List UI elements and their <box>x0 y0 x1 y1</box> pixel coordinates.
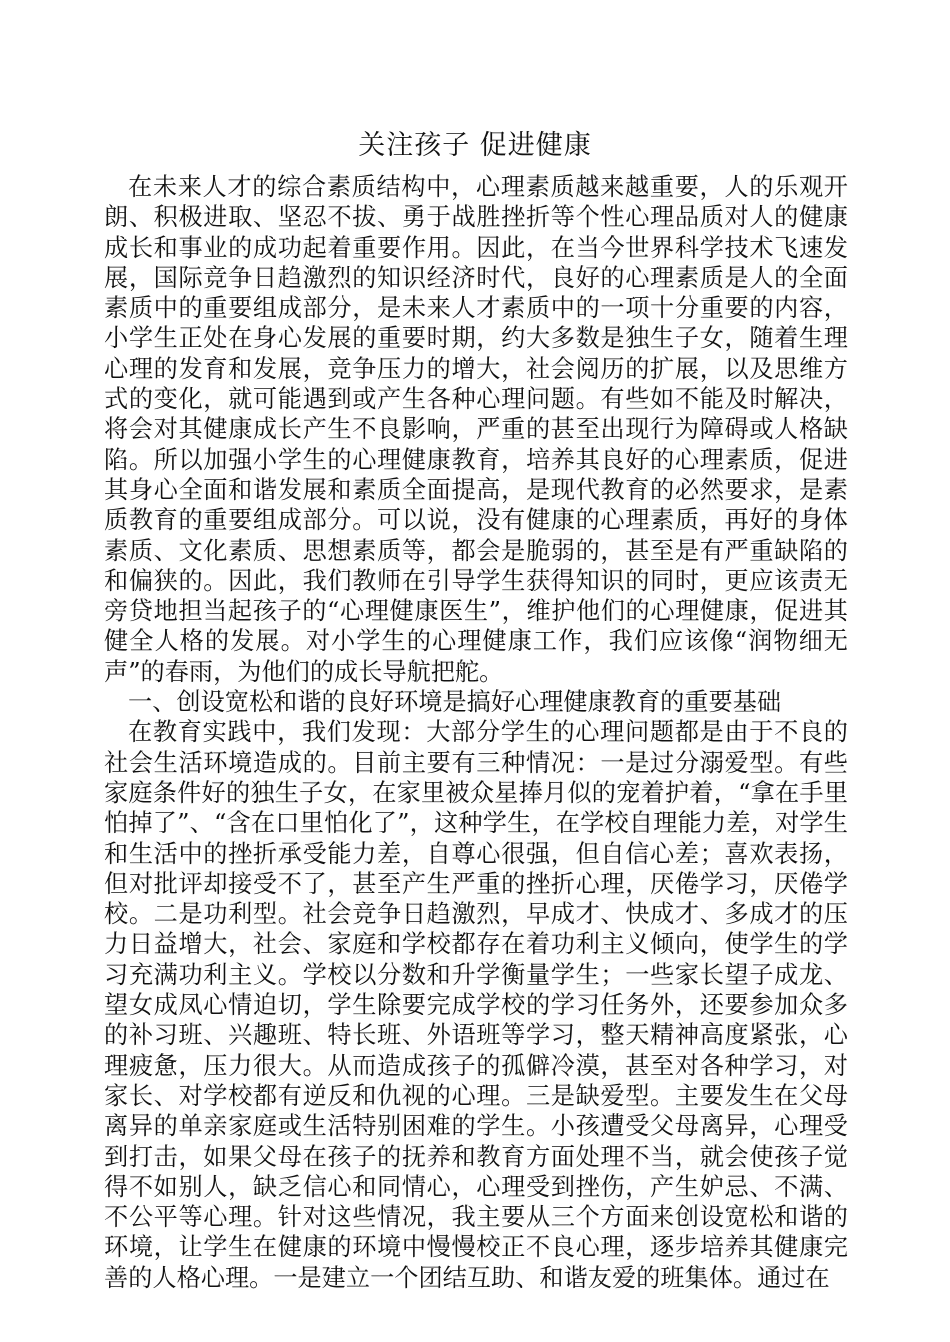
document-title: 关注孩子 促进健康 <box>358 130 592 161</box>
section-heading-1: 一、创设宽松和谐的良好环境是搞好心理健康教育的重要基础 <box>128 688 782 717</box>
paragraph-section-1: 在教育实践中，我们发现：大部分学生的心理问题都是由于不良的社会生活环境造成的。目前主要有三种情况：一是过分溺爱型。有些家庭条件好的独生子女，在家里被众星捧月似的宠着护着，“拿在手里怕掉了”、“含在口里怕化了”，这种学生，在学校自理能力差，对学生和生活中的挫折承受能力差，自尊心很强，但自信心差；喜欢表扬，但对批评却接受不了，甚至产生严重的挫折心理，厌倦学习，厌倦学校。二是功利型。社会竞争日趋激烈，早成才、快成才、多成才的压力日益增大，社会、家庭和学校都存在着功利主义倾向，使学生的学习充满功利主义。学校以分数和升学衡量学生；一些家长望子成龙、望女成凤心情迫切，学生除要完成学校的学习任务外，还要参加众多的补习班、兴趣班、特长班、外语班等学习，整天精神高度紧张，心理疲惫，压力很大。从而造成孩子的孤僻冷漠，甚至对各种学习，对家长、对学校都有逆反和仇视的心理。三是缺爱型。主要发生在父母离异的单亲家庭或生活特别困难的学生。小孩遭受父母离异，心理受到打击，如果父母在孩子的抚养和教育方面处理不当，就会使孩子觉得不如别人，缺乏信心和同情心，心理受到挫伤，产生妒忌、不满、不公平等心理。针对这些情况，我主要从三个方面来创设宽松和谐的环境，让学生在健康的环境中慢慢校正不良心理，逐步培养其健康完善的人格心理。一是建立一个团结互助、和谐友爱的班集体。通过在 <box>104 718 848 1292</box>
document-body <box>104 172 848 1293</box>
paragraph-intro: 在未来人才的综合素质结构中，心理素质越来越重要，人的乐观开朗、积极进取、坚忍不拔、勇于战胜挫折等个性心理品质对人的健康成长和事业的成功起着重要作用。因此，在当今世界科学技术飞速发展，国际竞争日趋激烈的知识经济时代，良好的心理素质是人的全面素质中的重要组成部分，是未来人才素质中的一项十分重要的内容，小学生正处在身心发展的重要时期，约大多数是独生子女，随着生理心理的发育和发展，竞争压力的增大，社会阅历的扩展，以及思维方式的变化，就可能遇到或产生各种心理问题。有些如不能及时解决，将会对其健康成长产生不良影响，严重的甚至出现行为障碍或人格缺陷。所以加强小学生的心理健康教育，培养其良好的心理素质，促进其身心全面和谐发展和素质全面提高，是现代教育的必然要求，是素质教育的重要组成部分。可以说，没有健康的心理素质，再好的身体素质、文化素质、思想素质等，都会是脆弱的，甚至是有严重缺陷的和偏狭的。因此，我们教师在引导学生获得知识的同时，更应该责无旁贷地担当起孩子的“心理健康医生”，维护他们的心理健康，促进其健全人格的发展。对小学生的心理健康工作，我们应该像“润物细无声”的春雨，为他们的成长导航把舵。 <box>104 173 848 686</box>
